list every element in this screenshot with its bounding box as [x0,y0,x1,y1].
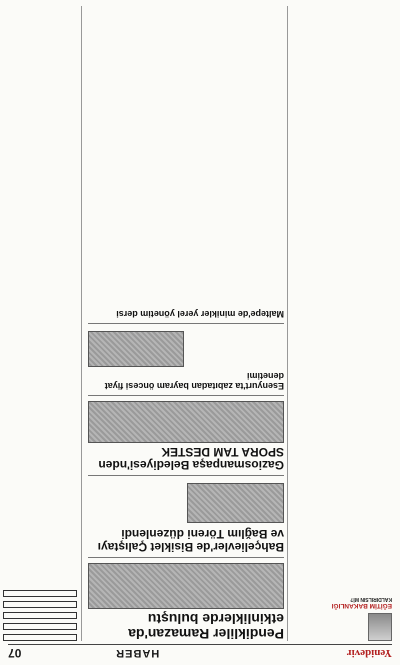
author-block [292,613,392,641]
story-bisiklet [88,481,284,553]
announcement [3,601,77,608]
story-headline: Pendikliler Ramazan'da etkinliklerde buluştu [128,611,284,642]
divider [88,395,284,396]
column-announcements [3,6,82,641]
author-photo [368,613,392,641]
column-news [88,6,284,641]
story-body [88,481,183,525]
story-zabita [88,329,284,391]
announcement [3,590,77,597]
column-subtitle: KALDIRILSIN Mİ? [350,596,392,602]
story-headline: Bahçelievler'de Bisiklet Çalıştayı ve Bağlım Töreni düzenlendi [97,527,284,554]
column-columnist [287,6,392,641]
story-headline: Maltepe'de minikler yerel yönetim dersi [116,309,284,319]
announcement [3,612,77,619]
story-photo [88,563,284,609]
story-photo [88,331,185,367]
story-headline: Gaziosmanpaşa Belediyesi'nden SPORA TAM DESTEK [98,445,284,472]
story-body [190,329,285,369]
newspaper-logo: Yenidevir [346,647,392,659]
divider [88,475,284,476]
page-number: 07 [8,646,22,660]
divider [88,557,284,558]
divider [88,323,284,324]
story-maltepe [88,309,284,319]
story-ramazan [88,563,284,641]
story-spor [88,401,284,471]
column-title: EĞİTİM BAKANLIĞI [331,602,392,609]
story-photo [188,483,285,523]
announcement [3,623,77,630]
story-headline: Esenyurt'ta zabıtadan bayram öncesi fiyat denetimi [104,371,284,391]
announcement [3,634,77,641]
story-photo [88,401,284,443]
section-name: HABER [115,647,160,659]
masthead [8,644,392,661]
